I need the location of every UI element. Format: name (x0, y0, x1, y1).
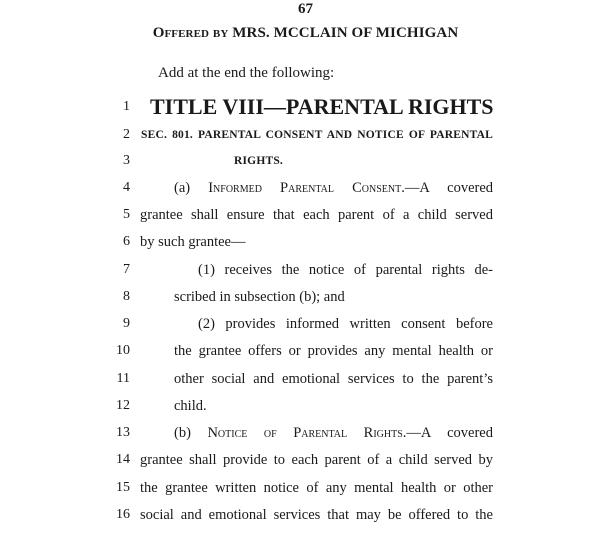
line-number: 11 (116, 371, 130, 386)
offered-by-prefix: Offered by (152, 25, 229, 41)
offered-by-line (0, 24, 611, 42)
body-text: social and emotional services that may be offered to the (140, 507, 493, 523)
body-text: grantee shall provide to each parent of a child served by (140, 452, 493, 468)
bill-line (0, 286, 611, 308)
subsection-heading-tail: .—A covered (402, 425, 493, 441)
bill-line (0, 395, 611, 417)
subsection-designator: (a) (174, 180, 209, 196)
body-text: the grantee offers or provides any mental health or (174, 343, 493, 359)
intro-text: Add at the end the following: (158, 65, 335, 81)
bill-line (0, 150, 611, 172)
bill-line (0, 177, 611, 199)
body-text: scribed in subsection (b); and (174, 289, 345, 305)
section-heading-continued: RIGHTS. (234, 155, 284, 167)
line-number: 13 (116, 425, 130, 440)
subsection-title: Notice of Parental Rights (207, 425, 403, 441)
body-text: (2) provides informed written consent before (198, 316, 493, 332)
line-number: 12 (116, 398, 130, 413)
line-number: 3 (123, 153, 130, 168)
offered-by-name: MRS. MCCLAIN OF MICHIGAN (232, 25, 459, 41)
subsection-heading (174, 422, 493, 444)
bill-line (0, 504, 611, 526)
line-number: 16 (116, 507, 130, 522)
body-text: child. (174, 398, 207, 414)
bill-line (0, 422, 611, 444)
line-number: 6 (123, 234, 130, 249)
bill-line (0, 340, 611, 362)
line-number: 2 (123, 127, 130, 142)
bill-line (0, 94, 611, 119)
body-text: grantee shall ensure that each parent of a child served (140, 207, 493, 223)
bill-line (0, 231, 611, 253)
page-number: 67 (298, 1, 313, 17)
line-number: 8 (123, 289, 130, 304)
bill-line (0, 477, 611, 499)
subsection-title: Informed Parental Consent (208, 180, 402, 196)
bill-line (0, 313, 611, 335)
line-number: 10 (116, 343, 130, 358)
line-number: 15 (116, 480, 130, 495)
subsection-heading (174, 177, 493, 199)
subsection-designator: (b) (174, 425, 208, 441)
body-text: (1) receives the notice of parental rights de- (198, 262, 493, 278)
line-number: 9 (123, 316, 130, 331)
line-number: 4 (123, 180, 130, 195)
body-text: the grantee written notice of any mental health or other (140, 480, 493, 496)
bill-line (0, 449, 611, 471)
line-number: 7 (123, 262, 130, 277)
line-number: 5 (123, 207, 130, 222)
title-heading: TITLE VIII—PARENTAL RIGHTS (150, 94, 494, 119)
line-number: 14 (116, 452, 130, 467)
body-text: other social and emotional services to the parent’s (174, 371, 493, 387)
bill-line (0, 204, 611, 226)
subsection-heading-tail: .—A covered (401, 180, 494, 196)
line-number: 1 (123, 99, 130, 114)
bill-line (0, 259, 611, 281)
bill-line (0, 368, 611, 390)
section-heading: SEC. 801. PARENTAL CONSENT AND NOTICE OF PARENTAL (141, 129, 493, 141)
bill-line (0, 124, 611, 146)
body-text: by such grantee— (140, 234, 246, 250)
